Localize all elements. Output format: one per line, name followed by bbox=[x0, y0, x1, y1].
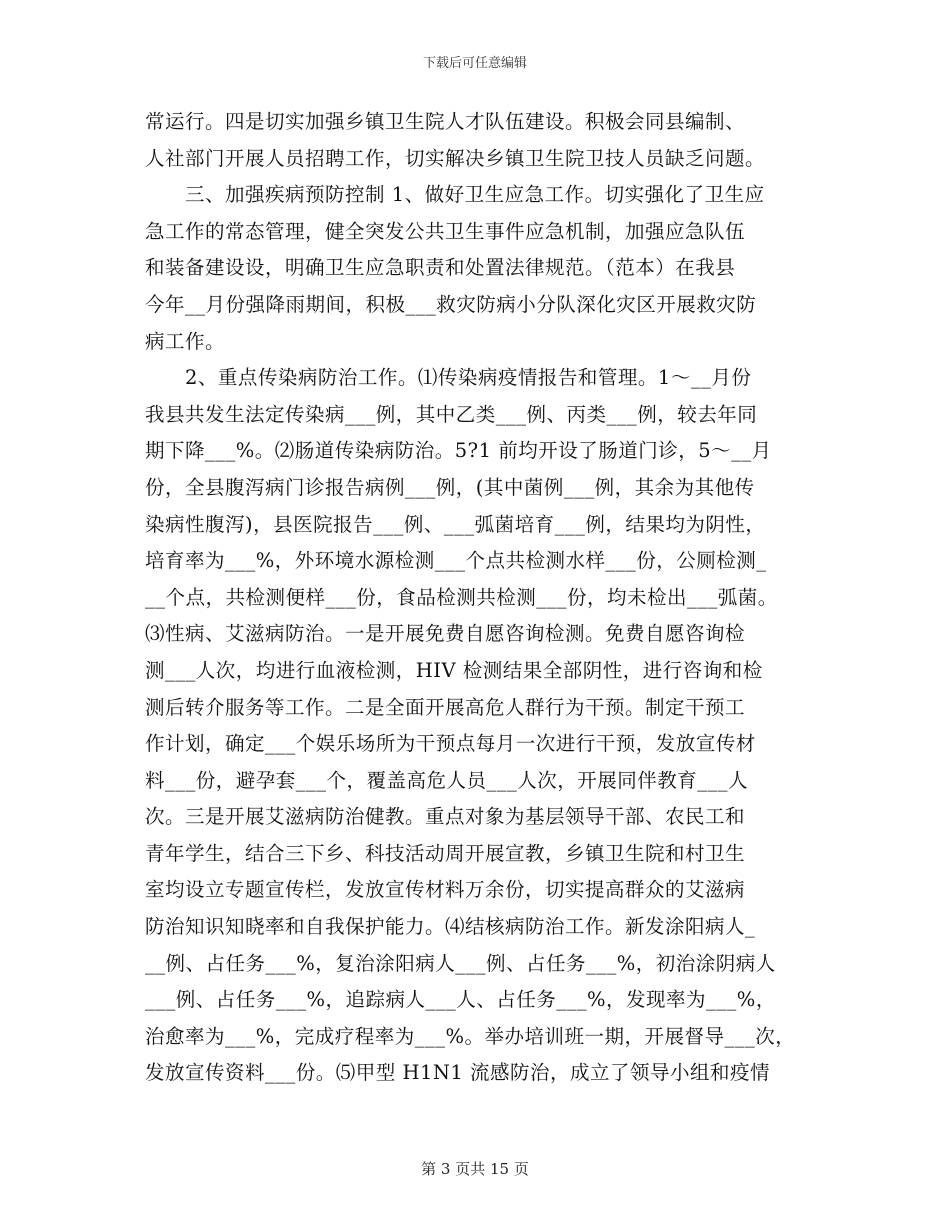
text-line: 测后转介服务等工作。二是全面开展高危人群行为干预。制定干预工 bbox=[145, 695, 746, 719]
text-line: 发放宣传资料___份。⑸甲型 H1N1 流感防治，成立了领导小组和疫情 bbox=[145, 1061, 771, 1085]
text-line: 青年学生，结合三下乡、科技活动周开展宣教，乡镇卫生院和村卫生 bbox=[145, 841, 746, 865]
text-line: 三、加强疾病预防控制 1、做好卫生应急工作。切实强化了卫生应 bbox=[145, 183, 765, 207]
text-line: 治愈率为___%，完成疗程率为___%。举办培训班一期，开展督导___次， bbox=[145, 1024, 796, 1048]
document-body bbox=[145, 104, 810, 1092]
text-line: 常运行。四是切实加强乡镇卫生院人才队伍建设。积极会同县编制、 bbox=[145, 110, 746, 133]
text-line: 急工作的常态管理，健全突发公共卫生事件应急机制，加强应急队伍 bbox=[145, 219, 746, 243]
text-line: 测___人次，均进行血液检测，HIV 检测结果全部阴性，进行咨询和检 bbox=[145, 658, 763, 682]
page-number: 第 3 页共 15 页 bbox=[421, 1160, 529, 1178]
text-line: 染病性腹泻)，县医院报告___例、___弧菌培育___例，结果均为阴性， bbox=[145, 512, 766, 536]
text-line: 期下降___%。⑵肠道传染病防治。5?1 前均开设了肠道门诊，5～__月 bbox=[145, 439, 772, 463]
text-line: 今年__月份强降雨期间，积极___救灾防病小分队深化灾区开展救灾防 bbox=[145, 292, 757, 316]
text-line: 2、重点传染病防治工作。⑴传染病疫情报告和管理。1～__月份 bbox=[145, 366, 752, 390]
text-line: 料___份，避孕套___个，覆盖高危人员___人次，开展同伴教育___人 bbox=[145, 768, 749, 792]
text-line: __例、占任务___%，复治涂阳病人___例、占任务___%，初治涂阴病人 bbox=[145, 951, 776, 975]
text-line: 份，全县腹泻病门诊报告病例___例，(其中菌例___例，其余为其他传 bbox=[145, 475, 755, 499]
text-line: 和装备建设设，明确卫生应急职责和处置法律规范。（范本）在我县 bbox=[145, 256, 736, 280]
text-line: 次。三是开展艾滋病防治健教。重点对象为基层领导干部、农民工和 bbox=[145, 805, 746, 829]
text-line: 病工作。 bbox=[145, 329, 226, 353]
text-line: 防治知识知晓率和自我保护能力。⑷结核病防治工作。新发涂阳病人_ bbox=[145, 915, 756, 939]
text-line: ⑶性病、艾滋病防治。一是开展免费自愿咨询检测。免费自愿咨询检 bbox=[145, 622, 746, 646]
text-line: 作计划，确定___个娱乐场所为干预点每月一次进行干预，发放宣传材 bbox=[145, 732, 756, 756]
text-line: 我县共发生法定传染病___例，其中乙类___例、丙类___例，较去年同 bbox=[145, 402, 758, 426]
text-line: 室均设立专题宣传栏，发放宣传材料万余份，切实提高群众的艾滋病 bbox=[145, 878, 746, 902]
text-line: 人社部门开展人员招聘工作，切实解决乡镇卫生院卫技人员缺乏问题。 bbox=[145, 146, 766, 170]
text-line: 培育率为___%，外环境水源检测___个点共检测水样___份，公厕检测_ bbox=[145, 549, 767, 573]
page-header-note: 下载后可任意编辑 bbox=[422, 56, 527, 71]
text-line: __个点，共检测便样___份，食品检测共检测___份，均未检出___弧菌。 bbox=[145, 585, 778, 609]
text-line: ___例、占任务___%，追踪病人___人、占任务___%，发现率为___%， bbox=[145, 988, 776, 1012]
